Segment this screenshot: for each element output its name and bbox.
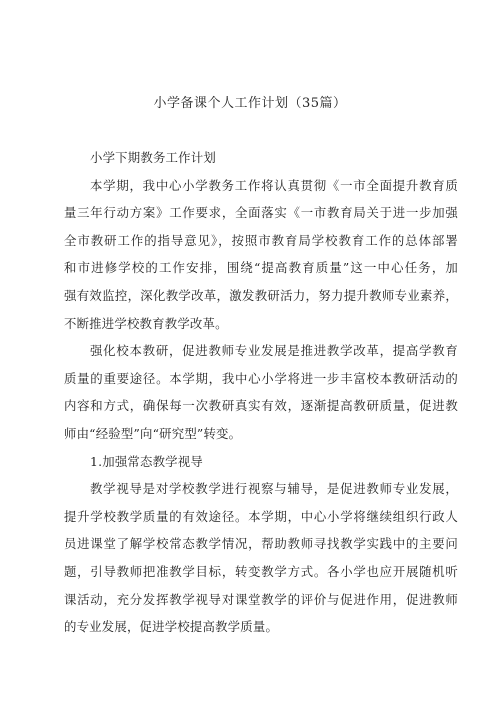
document-title: 小学备课个人工作计划（35篇） [153,96,347,111]
body-text-line: 员进课堂了解学校常态教学情况，帮助教师寻找教学实践中的主要问 [64,536,458,552]
body-text-line: 提升学校教学质量的有效途径。本学期，中心小学将继续组织行政人 [64,508,458,524]
document-body [64,144,458,641]
body-text-line: 不断推进学校教育教学改革。 [64,315,228,331]
body-text-line: 教学视导是对学校教学进行视察与辅导，是促进教师专业发展， [90,481,458,497]
body-text-line: 全市教研工作的指导意见》，按照市教育局学校教育工作的总体部署 [64,232,458,248]
body-text-line: 和市进修学校的工作安排，围绕“提高教育质量”这一中心任务，加 [64,260,458,276]
body-text-line: 课活动，充分发挥教学视导对课堂教学的评价与促进作用，促进教师 [64,591,458,607]
body-text-line: 内容和方式，确保每一次教研真实有效，逐渐提高教研质量，促进教 [64,398,458,414]
body-text-line: 强化校本教研，促进教师专业发展是推进教学改革，提高学教育 [90,343,458,359]
body-text-line: 小学下期教务工作计划 [90,150,216,165]
body-text-line: 的专业发展，促进学校提高教学质量。 [64,619,279,635]
body-text-line: 师由“经验型”向“研究型”转变。 [64,425,242,441]
body-text-line: 质量的重要途径。本学期，我中心小学将进一步丰富校本教研活动的 [64,370,458,386]
body-text-line: 量三年行动方案》工作要求，全面落实《一市教育局关于进一步加强 [64,205,458,221]
body-text-line: 强有效监控，深化教学改革，激发教研活力，努力提升教师专业素养， [64,287,458,303]
body-text-line: 1.加强常态教学视导 [90,453,203,469]
body-text-line: 本学期，我中心小学教务工作将认真贯彻《一市全面提升教育质 [90,177,458,193]
body-text-line: 题，引导教师把准教学目标，转变教学方式。各小学也应开展随机听 [64,563,458,579]
